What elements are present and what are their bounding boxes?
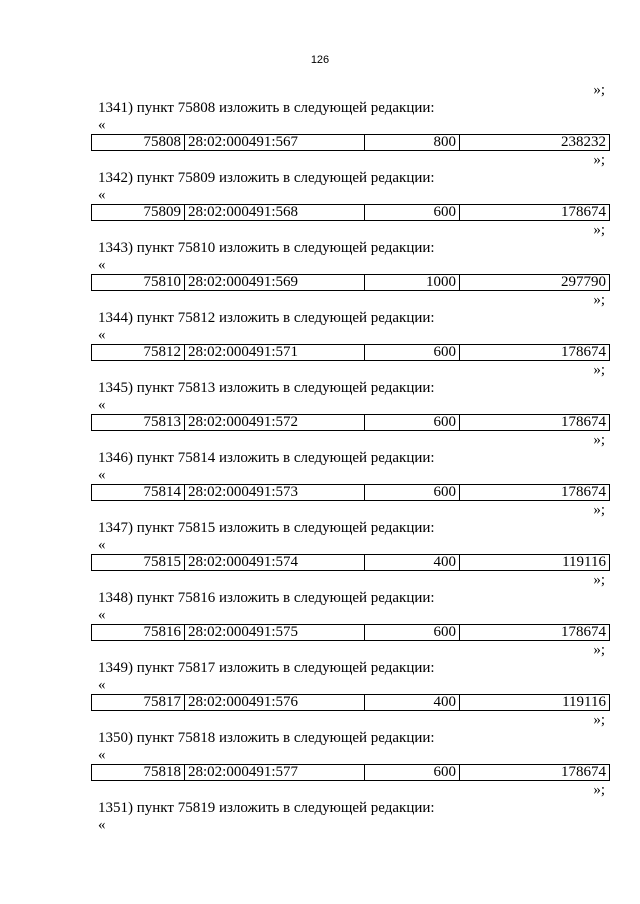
value-cell: 178674 xyxy=(561,765,606,780)
closing-quote: »; xyxy=(593,292,605,308)
table-row xyxy=(91,484,610,501)
table-row xyxy=(91,624,610,641)
opening-quote: « xyxy=(98,607,106,623)
closing-quote: »; xyxy=(593,502,605,518)
value-cell: 178674 xyxy=(561,415,606,430)
table-row xyxy=(91,764,610,781)
amendment-heading: 1343) пункт 75810 изложить в следующей редакции: xyxy=(98,240,435,256)
amendment-entry xyxy=(0,570,640,640)
amendment-heading: 1345) пункт 75813 изложить в следующей редакции: xyxy=(98,380,435,396)
cadastral-number-cell: 28:02:000491:574 xyxy=(185,555,365,570)
item-number-cell: 75812 xyxy=(92,345,185,360)
opening-quote: « xyxy=(98,117,106,133)
area-cell: 600 xyxy=(365,415,460,430)
item-number-cell: 75817 xyxy=(92,695,185,710)
amendment-entry xyxy=(0,150,640,220)
table-row xyxy=(91,554,610,571)
value-cell: 238232 xyxy=(561,135,606,150)
table-row xyxy=(91,134,610,151)
area-cell: 400 xyxy=(365,555,460,570)
area-cell: 600 xyxy=(365,625,460,640)
amendment-heading: 1348) пункт 75816 изложить в следующей редакции: xyxy=(98,590,435,606)
amendment-entry xyxy=(0,640,640,710)
opening-quote: « xyxy=(98,537,106,553)
value-cell: 178674 xyxy=(561,205,606,220)
closing-quote: »; xyxy=(593,782,605,798)
area-cell: 600 xyxy=(365,485,460,500)
item-number-cell: 75818 xyxy=(92,765,185,780)
amendment-heading: 1351) пункт 75819 изложить в следующей редакции: xyxy=(98,800,435,816)
table-row xyxy=(91,274,610,291)
item-number-cell: 75808 xyxy=(92,135,185,150)
area-cell: 400 xyxy=(365,695,460,710)
amendment-entry xyxy=(0,220,640,290)
area-cell: 800 xyxy=(365,135,460,150)
table-row xyxy=(91,204,610,221)
value-cell: 119116 xyxy=(562,695,606,710)
closing-quote: »; xyxy=(593,152,605,168)
opening-quote: « xyxy=(98,187,106,203)
cadastral-number-cell: 28:02:000491:572 xyxy=(185,415,365,430)
closing-quote: »; xyxy=(593,712,605,728)
opening-quote: « xyxy=(98,467,106,483)
closing-quote: »; xyxy=(593,432,605,448)
amendment-entry xyxy=(0,500,640,570)
cadastral-number-cell: 28:02:000491:575 xyxy=(185,625,365,640)
item-number-cell: 75813 xyxy=(92,415,185,430)
cadastral-number-cell: 28:02:000491:568 xyxy=(185,205,365,220)
amendment-entry xyxy=(0,360,640,430)
area-cell: 600 xyxy=(365,765,460,780)
closing-quote: »; xyxy=(593,82,605,98)
closing-quote: »; xyxy=(593,362,605,378)
opening-quote: « xyxy=(98,747,106,763)
cadastral-number-cell: 28:02:000491:567 xyxy=(185,135,365,150)
cadastral-number-cell: 28:02:000491:571 xyxy=(185,345,365,360)
item-number-cell: 75814 xyxy=(92,485,185,500)
table-row xyxy=(91,414,610,431)
area-cell: 1000 xyxy=(365,275,460,290)
item-number-cell: 75815 xyxy=(92,555,185,570)
opening-quote: « xyxy=(98,677,106,693)
item-number-cell: 75809 xyxy=(92,205,185,220)
amendment-heading: 1342) пункт 75809 изложить в следующей редакции: xyxy=(98,170,435,186)
amendment-heading: 1347) пункт 75815 изложить в следующей редакции: xyxy=(98,520,435,536)
item-number-cell: 75810 xyxy=(92,275,185,290)
opening-quote: « xyxy=(98,817,106,833)
amendment-heading: 1349) пункт 75817 изложить в следующей редакции: xyxy=(98,660,435,676)
value-cell: 297790 xyxy=(561,275,606,290)
opening-quote: « xyxy=(98,257,106,273)
amendment-entry xyxy=(0,80,640,150)
table-row xyxy=(91,344,610,361)
closing-quote: »; xyxy=(593,222,605,238)
closing-quote: »; xyxy=(593,572,605,588)
cadastral-number-cell: 28:02:000491:576 xyxy=(185,695,365,710)
closing-quote: »; xyxy=(593,642,605,658)
amendment-heading: 1341) пункт 75808 изложить в следующей редакции: xyxy=(98,100,435,116)
amendment-heading: 1346) пункт 75814 изложить в следующей редакции: xyxy=(98,450,435,466)
page-number: 126 xyxy=(310,54,330,66)
area-cell: 600 xyxy=(365,345,460,360)
cadastral-number-cell: 28:02:000491:573 xyxy=(185,485,365,500)
value-cell: 178674 xyxy=(561,345,606,360)
amendment-entry-final xyxy=(0,780,640,840)
value-cell: 178674 xyxy=(561,625,606,640)
amendment-entry xyxy=(0,430,640,500)
amendment-entry xyxy=(0,710,640,780)
amendment-list xyxy=(0,80,640,840)
area-cell: 600 xyxy=(365,205,460,220)
cadastral-number-cell: 28:02:000491:569 xyxy=(185,275,365,290)
value-cell: 178674 xyxy=(561,485,606,500)
cadastral-number-cell: 28:02:000491:577 xyxy=(185,765,365,780)
amendment-entry xyxy=(0,290,640,360)
amendment-heading: 1350) пункт 75818 изложить в следующей редакции: xyxy=(98,730,435,746)
opening-quote: « xyxy=(98,327,106,343)
item-number-cell: 75816 xyxy=(92,625,185,640)
amendment-heading: 1344) пункт 75812 изложить в следующей редакции: xyxy=(98,310,435,326)
value-cell: 119116 xyxy=(562,555,606,570)
opening-quote: « xyxy=(98,397,106,413)
table-row xyxy=(91,694,610,711)
